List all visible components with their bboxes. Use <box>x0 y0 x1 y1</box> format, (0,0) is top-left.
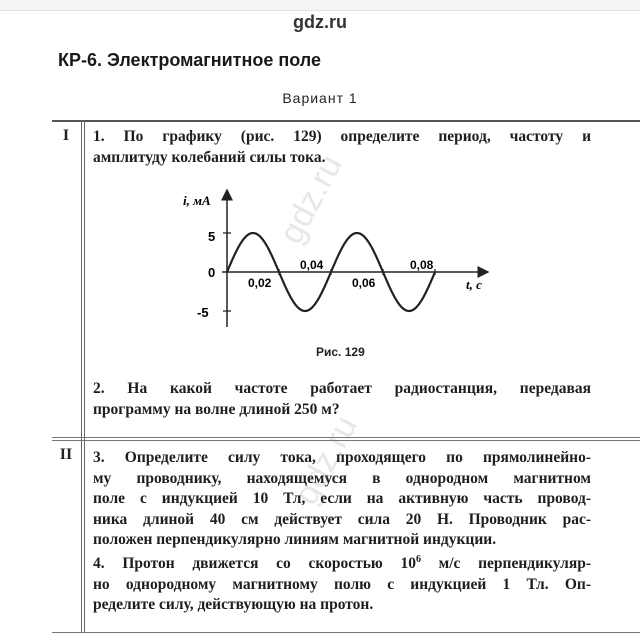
task-1-line: амплитуду колебаний силы тока. <box>93 148 326 166</box>
watermark: gdz.ru <box>272 148 350 250</box>
x-tick-label: 0,08 <box>410 258 434 272</box>
task-2-line: программу на волне длиной 250 м? <box>93 400 340 418</box>
section-number-1: I <box>62 127 70 144</box>
task-2-line: 2. На какой частоте работает радиостанция, передавая <box>93 380 591 397</box>
task-3-line: му проводнику, находящемуся в однородном магнитном <box>93 469 591 487</box>
task-3-line: положен перпендикулярно линиям магнитной индукции. <box>93 531 497 548</box>
variant-heading: Вариант 1 <box>282 90 358 106</box>
task-4-exponent: 6 <box>415 553 421 565</box>
y-axis-label: i, мА <box>183 193 211 208</box>
current-graph <box>170 185 500 345</box>
column-divider <box>81 120 82 632</box>
x-tick-label: 0,06 <box>352 276 376 290</box>
task-1-line: 1. По графику (рис. 129) определите период, частоту и <box>93 128 591 145</box>
table-top-border <box>52 120 640 122</box>
section-number-2: II <box>59 446 73 463</box>
section-divider <box>52 437 640 438</box>
figure-caption: Рис. 129 <box>316 345 365 359</box>
page-title: КР-6. Электромагнитное поле <box>58 50 321 70</box>
task-1-text <box>93 127 591 168</box>
task-3-line: 3. Определите силу тока, проходящего по прямолинейно- <box>93 449 591 466</box>
site-header[interactable]: gdz.ru <box>293 12 347 32</box>
task-4-line: но однородному магнитному полю с индукцией 1 Тл. Оп- <box>93 575 591 593</box>
section-divider-double <box>52 440 640 441</box>
x-axis-label: t, с <box>466 277 482 292</box>
y-tick-label: -5 <box>197 305 209 320</box>
column-divider-double <box>84 120 85 632</box>
y-tick-label: 5 <box>208 229 216 244</box>
task-3-text <box>93 448 591 551</box>
task-4-text-part: м/с перпендикуляр- <box>420 555 591 572</box>
watermark: gdz.ru <box>287 409 365 511</box>
task-3-line: ника длиной 40 см действует сила 20 Н. Проводник рас- <box>93 510 591 528</box>
task-4-line <box>93 554 591 575</box>
task-4-text-part: 4. Протон движется со скоростью 10 <box>93 555 416 572</box>
browser-top-bar <box>0 0 640 11</box>
x-tick-label: 0,04 <box>300 258 324 272</box>
task-4-line: ределите силу, действующую на протон. <box>93 596 374 613</box>
task-4-text <box>93 554 591 616</box>
task-2-text <box>93 379 591 420</box>
task-3-line: поле с индукцией 10 Тл, если на активную часть провод- <box>93 490 591 507</box>
table-bottom-border <box>52 632 640 633</box>
y-tick-label: 0 <box>208 265 216 280</box>
x-tick-label: 0,02 <box>248 276 272 290</box>
